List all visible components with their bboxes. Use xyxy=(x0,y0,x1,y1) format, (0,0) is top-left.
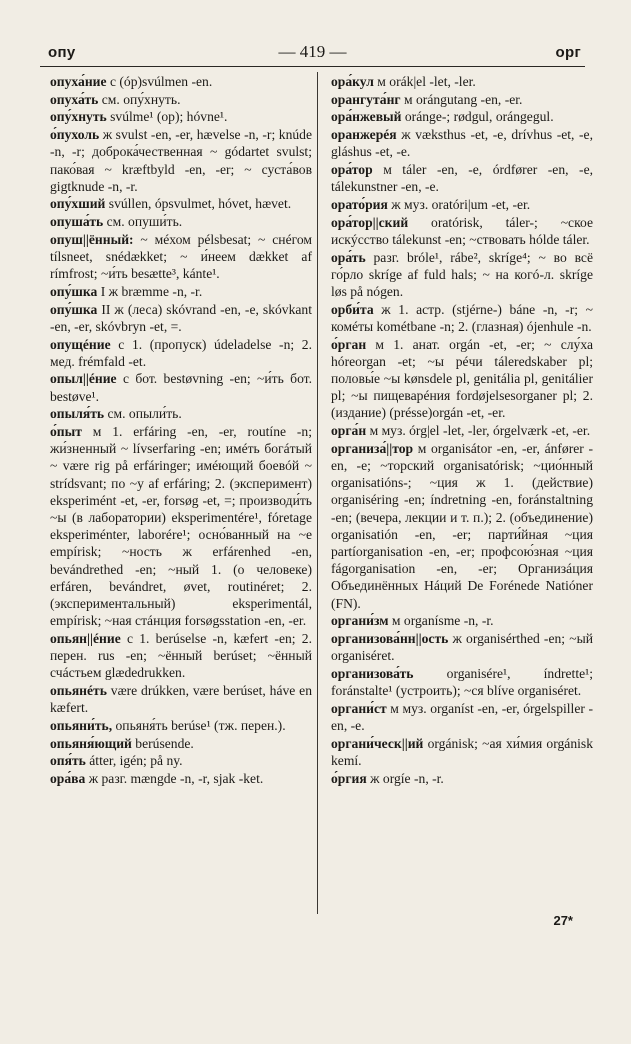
dictionary-entry: опу́хнуть svúlme¹ (op); hóvne¹. xyxy=(50,109,228,125)
page-number: — 419 — xyxy=(278,42,347,61)
headword: опу́хнуть xyxy=(50,109,107,125)
dictionary-entry: организова́ть organisére¹, índrette¹; foránstalte¹ (устроить); ~ся blíve organiséret. xyxy=(331,665,593,699)
headword: ора́ва xyxy=(50,771,86,787)
headword: опьянéть xyxy=(50,683,107,699)
headword: органи́зм xyxy=(331,613,389,629)
dictionary-entry: опу́шка I ж bræmme -n, -r. xyxy=(50,283,203,299)
headword: органи́ст xyxy=(331,700,387,716)
headword: о́пухоль xyxy=(50,127,100,143)
dictionary-entry: органи́ческ||ий orgánisk; ~ая хи́мия orgánisk kemí. xyxy=(331,735,593,768)
headword: ора́ть xyxy=(331,249,366,265)
headword: опуша́ть xyxy=(50,214,104,230)
right-column xyxy=(331,73,593,787)
dictionary-entry: опьян||éние с 1. berúselse -n, kæfert -en; 2. перен. rus -en; ~ённый berúset; ~ённый счáстьем glædedrukken. xyxy=(50,631,312,681)
dictionary-entry: органи́зм м organísme -n, -r. xyxy=(331,613,494,629)
dictionary-entry: опуха́ние с (óp)svúlmen -en. xyxy=(50,74,213,89)
headword: опуш||ённый: xyxy=(50,231,134,247)
header-rule xyxy=(40,66,585,67)
headword: ора́нжевый xyxy=(331,109,402,125)
dictionary-entry: опыля́ть см. опыли́ть. xyxy=(50,406,182,422)
dictionary-entry: орангута́нг м orángutang -en, -er. xyxy=(331,91,523,107)
headword: опьяня́ющий xyxy=(50,735,132,751)
headword: о́ргия xyxy=(331,770,367,786)
headword: опуха́ть xyxy=(50,91,99,107)
dictionary-entry: опу́хший svúllen, ópsvulmet, hóvet, hævet. xyxy=(50,196,292,212)
right-guide-word: орг xyxy=(555,44,581,61)
headword: орато́рия xyxy=(331,196,388,212)
dictionary-entry: опьяня́ющий berúsende. xyxy=(50,735,194,751)
dictionary-entry: о́пухоль ж svulst -en, -er, hævelse -n, -r; knúde -n, -r; доброка́чественная ~ gódartet svulst; пако́вая ~ kræftbyld -en, -er; ~ суста́вов gigtknude -n, -r. xyxy=(50,127,312,194)
headword: опуха́ние xyxy=(50,74,107,89)
dictionary-entry: ора́нжевый oránge-; rødgul, orángegul. xyxy=(331,109,554,125)
column-divider xyxy=(317,72,318,914)
dictionary-entry: оранжерéя ж væksthus -et, -e, drívhus -et, -e, gláshus -et, -e. xyxy=(331,127,593,160)
dictionary-entry: органи́ст м муз. organíst -en, -er, órgelspiller -en, -e. xyxy=(331,700,593,734)
dictionary-entry: о́ргия ж orgíe -n, -r. xyxy=(331,770,444,786)
headword: опыл||éние xyxy=(50,371,117,387)
headword: организова́нн||ость xyxy=(331,631,449,646)
dictionary-entry: опуша́ть см. опуши́ть. xyxy=(50,214,183,230)
left-guide-word: опу xyxy=(48,44,76,61)
dictionary-entry: ора́тор||ский oratórisk, táler-; ~ское искýсство tálekunst -en; ~ствовать hólde táler. xyxy=(331,214,593,247)
headword: ора́тор xyxy=(331,162,373,178)
headword: о́рган xyxy=(331,336,367,352)
headword: органи́ческ||ий xyxy=(331,735,424,751)
headword: опу́хший xyxy=(50,196,106,212)
headword: орга́н xyxy=(331,423,367,439)
dictionary-entry: о́рган м 1. анат. orgán -et, -er; ~ слу́ха hóreorgan -et; ~ы рéчи táleredskaber pl; половы́е ~ы kønsdele pl, genitália pl, genitálier pl; ~ы пищеварéния fordøjelsesorganer pl; 2. (издание) (présse)orgán -et, -er. xyxy=(331,336,593,421)
dictionary-entry: опу́шка II ж (леса) skóvrand -en, -e, skóvkant -en, -er, skóvbryn -et, =. xyxy=(50,301,312,334)
headword: опу́шка xyxy=(50,301,98,317)
headword: организова́ть xyxy=(331,665,414,681)
page-header xyxy=(40,42,585,64)
headword: ора́кул xyxy=(331,74,374,89)
dictionary-entry: опьянéть være drúkken, være berúset, háve en kæfert. xyxy=(50,683,312,716)
headword: орби́та xyxy=(331,301,374,317)
left-column xyxy=(50,73,312,787)
dictionary-entry: ора́ть разг. bróle¹, rábe², skríge⁴; ~ во всё го́рло skríge af fuld hals; ~ на когó-л. skríge løs på nógen. xyxy=(331,249,593,299)
dictionary-entry: опуш||ённый: ~ мéхом pélsbesat; ~ снéгом tílsneet, snédækket; ~ и́неем dækket af rímfrost; ~и́ть besætte³, kánte¹. xyxy=(50,231,312,282)
headword: оранжерéя xyxy=(331,127,397,143)
headword: опыля́ть xyxy=(50,406,105,422)
dictionary-entry: организова́нн||ость ж organisérthed -en; ~ый organiséret. xyxy=(331,631,593,664)
dictionary-entry: орби́та ж 1. астр. (stjérne-) báne -n, -r; ~ комéты kométbane -n; 2. (глазная) ójenhule -n. xyxy=(331,301,593,334)
dictionary-entry: опущéние с 1. (пропуск) údeladelse -n; 2. мед. frémfald -et. xyxy=(50,336,312,369)
signature-mark: 27* xyxy=(553,913,573,928)
headword: организа́||тор xyxy=(331,440,414,456)
dictionary-entry: ора́тор м táler -en, -e, órdfører -en, -e, tálekunstner -en, -e. xyxy=(331,162,593,195)
dictionary-entry: орато́рия ж муз. oratóri|um -et, -er. xyxy=(331,196,531,212)
headword: опущéние xyxy=(50,336,111,352)
headword: о́пыт xyxy=(50,424,82,440)
headword: опьян||éние xyxy=(50,631,121,646)
headword: ора́тор||ский xyxy=(331,214,409,230)
headword: орангута́нг xyxy=(331,91,401,107)
dictionary-entry: ора́кул м orák|el -let, -ler. xyxy=(331,74,476,89)
dictionary-entry: опя́ть átter, igén; på ny. xyxy=(50,753,183,769)
dictionary-entry: орга́н м муз. órg|el -let, -ler, órgelværk -et, -er. xyxy=(331,423,591,439)
dictionary-entry: опьяни́ть, опьяня́ть berúse¹ (тж. перен.). xyxy=(50,718,286,734)
dictionary-entry: ора́ва ж разг. mængde -n, -r, sjak -ket. xyxy=(50,771,264,787)
dictionary-entry: опуха́ть см. опу́хнуть. xyxy=(50,91,181,107)
headword: опьяни́ть, xyxy=(50,718,113,734)
headword: опя́ть xyxy=(50,753,86,769)
dictionary-entry: опыл||éние с бот. bestøvning -en; ~и́ть бот. bestøve¹. xyxy=(50,371,312,404)
headword: опу́шка xyxy=(50,283,98,299)
dictionary-entry: организа́||тор м organisátor -en, -er, ánfører -en, -e; ~торский organisatórisk; ~цио́нный organisatións-; ~ция ж 1. (действие) organiséring -en; índretning -en, foránstaltning -en; (вечера, лекции и т. п.); 2. (объединение) organisatión -en, -er; парти́йная ~ция partíorganisation -en, -er; профсою́зная ~ция fágorganisation -en, -er; Организáция Объединённых Нáций De Forénede Natióner (FN). xyxy=(331,440,593,611)
dictionary-entry: о́пыт м 1. erfáring -en, -er, routíne -n; жи́зненный ~ lívserfaring -en; имéть богáтый ~ være rig på erfáringer; имéющий боевóй ~ strídsvant; по ~у af erfáring; 2. (эксперимент) eksperimént -et, -er, forsøg -et, =; производи́ть ~ы (в лаборатории) eksperimentére¹, fóretage eksperiménter, laborére¹; осно́ванный на ~е empírisk; ~ность ж erfárenhed -en, bevándrethed -en; ~ный 1. (о человеке) erfáren, bevándret, øvet, routinéret; 2. (экспериментальный) eksperimentál, empírisk; ~ная стáнция forsøgsstation -en, -er. xyxy=(50,424,312,629)
